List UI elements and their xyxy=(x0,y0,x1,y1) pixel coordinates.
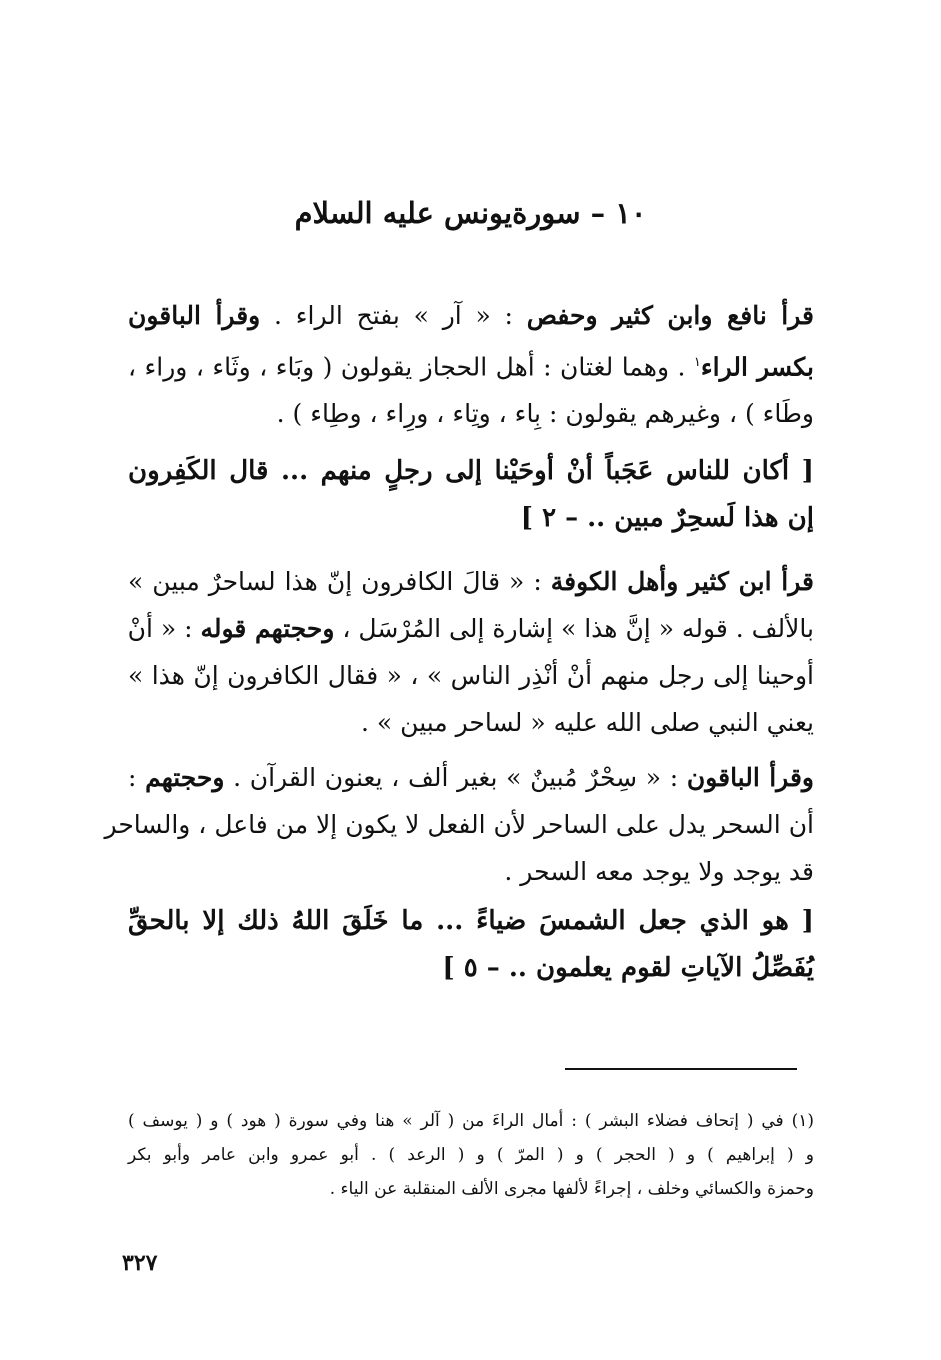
paragraph-4-line-1 xyxy=(128,754,814,801)
footnote xyxy=(128,1104,814,1206)
quote-start: : « أنْ xyxy=(127,614,201,643)
explanation-text: بالألف . قوله « إنَّ هذا » إشارة إلى المُرْسَل ، xyxy=(334,614,814,643)
paragraph-3-line-3: أوحينا إلى رجل منهم أنْ أنْذِر الناس » ، « فقال الكافرون إنّ هذا » xyxy=(128,661,814,690)
verse-5-line-1: [ هو الذي جعل الشمسَ ضياءً ... ما خَلَقَ اللهُ ذلك إلا بالحقِّ xyxy=(128,906,814,936)
paragraph-3 xyxy=(128,558,814,746)
paragraph-3-line-1 xyxy=(128,558,814,605)
paragraph-3-line-2 xyxy=(128,605,814,652)
reading-text: : « سِحْرٌ مُبينٌ » بغير ألف ، يعنون القرآن . xyxy=(224,763,687,792)
verse-5 xyxy=(128,898,814,992)
reciters-bold: قرأ نافع وابن كثير وحفص xyxy=(526,301,814,330)
footnote-marker: ١ xyxy=(693,355,701,370)
footnote-divider xyxy=(565,1068,797,1070)
paragraph-1 xyxy=(128,292,814,437)
argument-bold: وحجتهم xyxy=(145,763,225,792)
page-number: ٣٢٧ xyxy=(122,1250,158,1276)
paragraph-1-line-3: وطَاء ) ، وغيرهم يقولون : بِاء ، وتِاء ، ورِاء ، وطِاء ) . xyxy=(276,399,814,429)
reading-text: : « قالَ الكافرون إنّ هذا لساحرٌ مبين » xyxy=(128,567,551,596)
footnote-line-3: وحمزة والكسائي وخلف ، إجراءً لألفها مجرى الألف المنقلبة عن الياء . xyxy=(329,1179,814,1199)
verse-2 xyxy=(128,448,814,542)
footnote-line-2: و ( إبراهيم ) و ( الحجر ) و ( المرّ ) و ( الرعد ) . أبو عمرو وابن عامر وأبو بكر xyxy=(128,1145,814,1165)
colon-text: : xyxy=(128,763,146,792)
chapter-heading: ١٠ – سورةيونس عليه السلام xyxy=(294,196,647,230)
paragraph-4-line-3: قد يوجد ولا يوجد معه السحر . xyxy=(504,857,814,886)
others-bold: وقرأ الباقون xyxy=(128,301,261,330)
paragraph-3-line-4: يعني النبي صلى الله عليه « لساحر مبين » . xyxy=(361,708,814,737)
argument-bold: وحجتهم قوله xyxy=(200,614,335,643)
others-bold: وقرأ الباقون xyxy=(686,763,814,792)
reciters-bold: قرأ ابن كثير وأهل الكوفة xyxy=(550,567,814,596)
reading-text: : « آر » بفتح الراء . xyxy=(260,301,527,330)
kasr-bold: بكسر الراء xyxy=(700,352,815,382)
paragraph-4-line-2: أن السحر يدل على الساحر لأن الفعل لا يكون إلا من فاعل ، والساحر xyxy=(104,810,814,839)
verse-5-line-2: يُفَصِّلُ الآياتِ لقوم يعلمون .. – ٥ ] xyxy=(442,953,814,983)
verse-2-line-2: إن هذا لَسحِرٌ مبين .. – ٢ ] xyxy=(520,503,814,533)
paragraph-4 xyxy=(104,754,814,895)
footnote-line-1: (١) في ( إتحاف فضلاء البشر ) : أمال الراءَ من ( آلر » هنا وفي سورة ( هود ) و ( يوسف ) xyxy=(128,1111,814,1131)
paragraph-1-line-2 xyxy=(128,339,814,390)
verse-2-line-1: [ أكان للناس عَجَباً أنْ أوحَيْنا إلى رجلٍ منهم ... قال الكَفِرون xyxy=(128,456,814,486)
dialects-text: . وهما لغتان : أهل الحجاز يقولون ( وبَاء ، وثَاء ، وراء ، xyxy=(128,352,694,382)
paragraph-1-line-1 xyxy=(128,292,814,339)
